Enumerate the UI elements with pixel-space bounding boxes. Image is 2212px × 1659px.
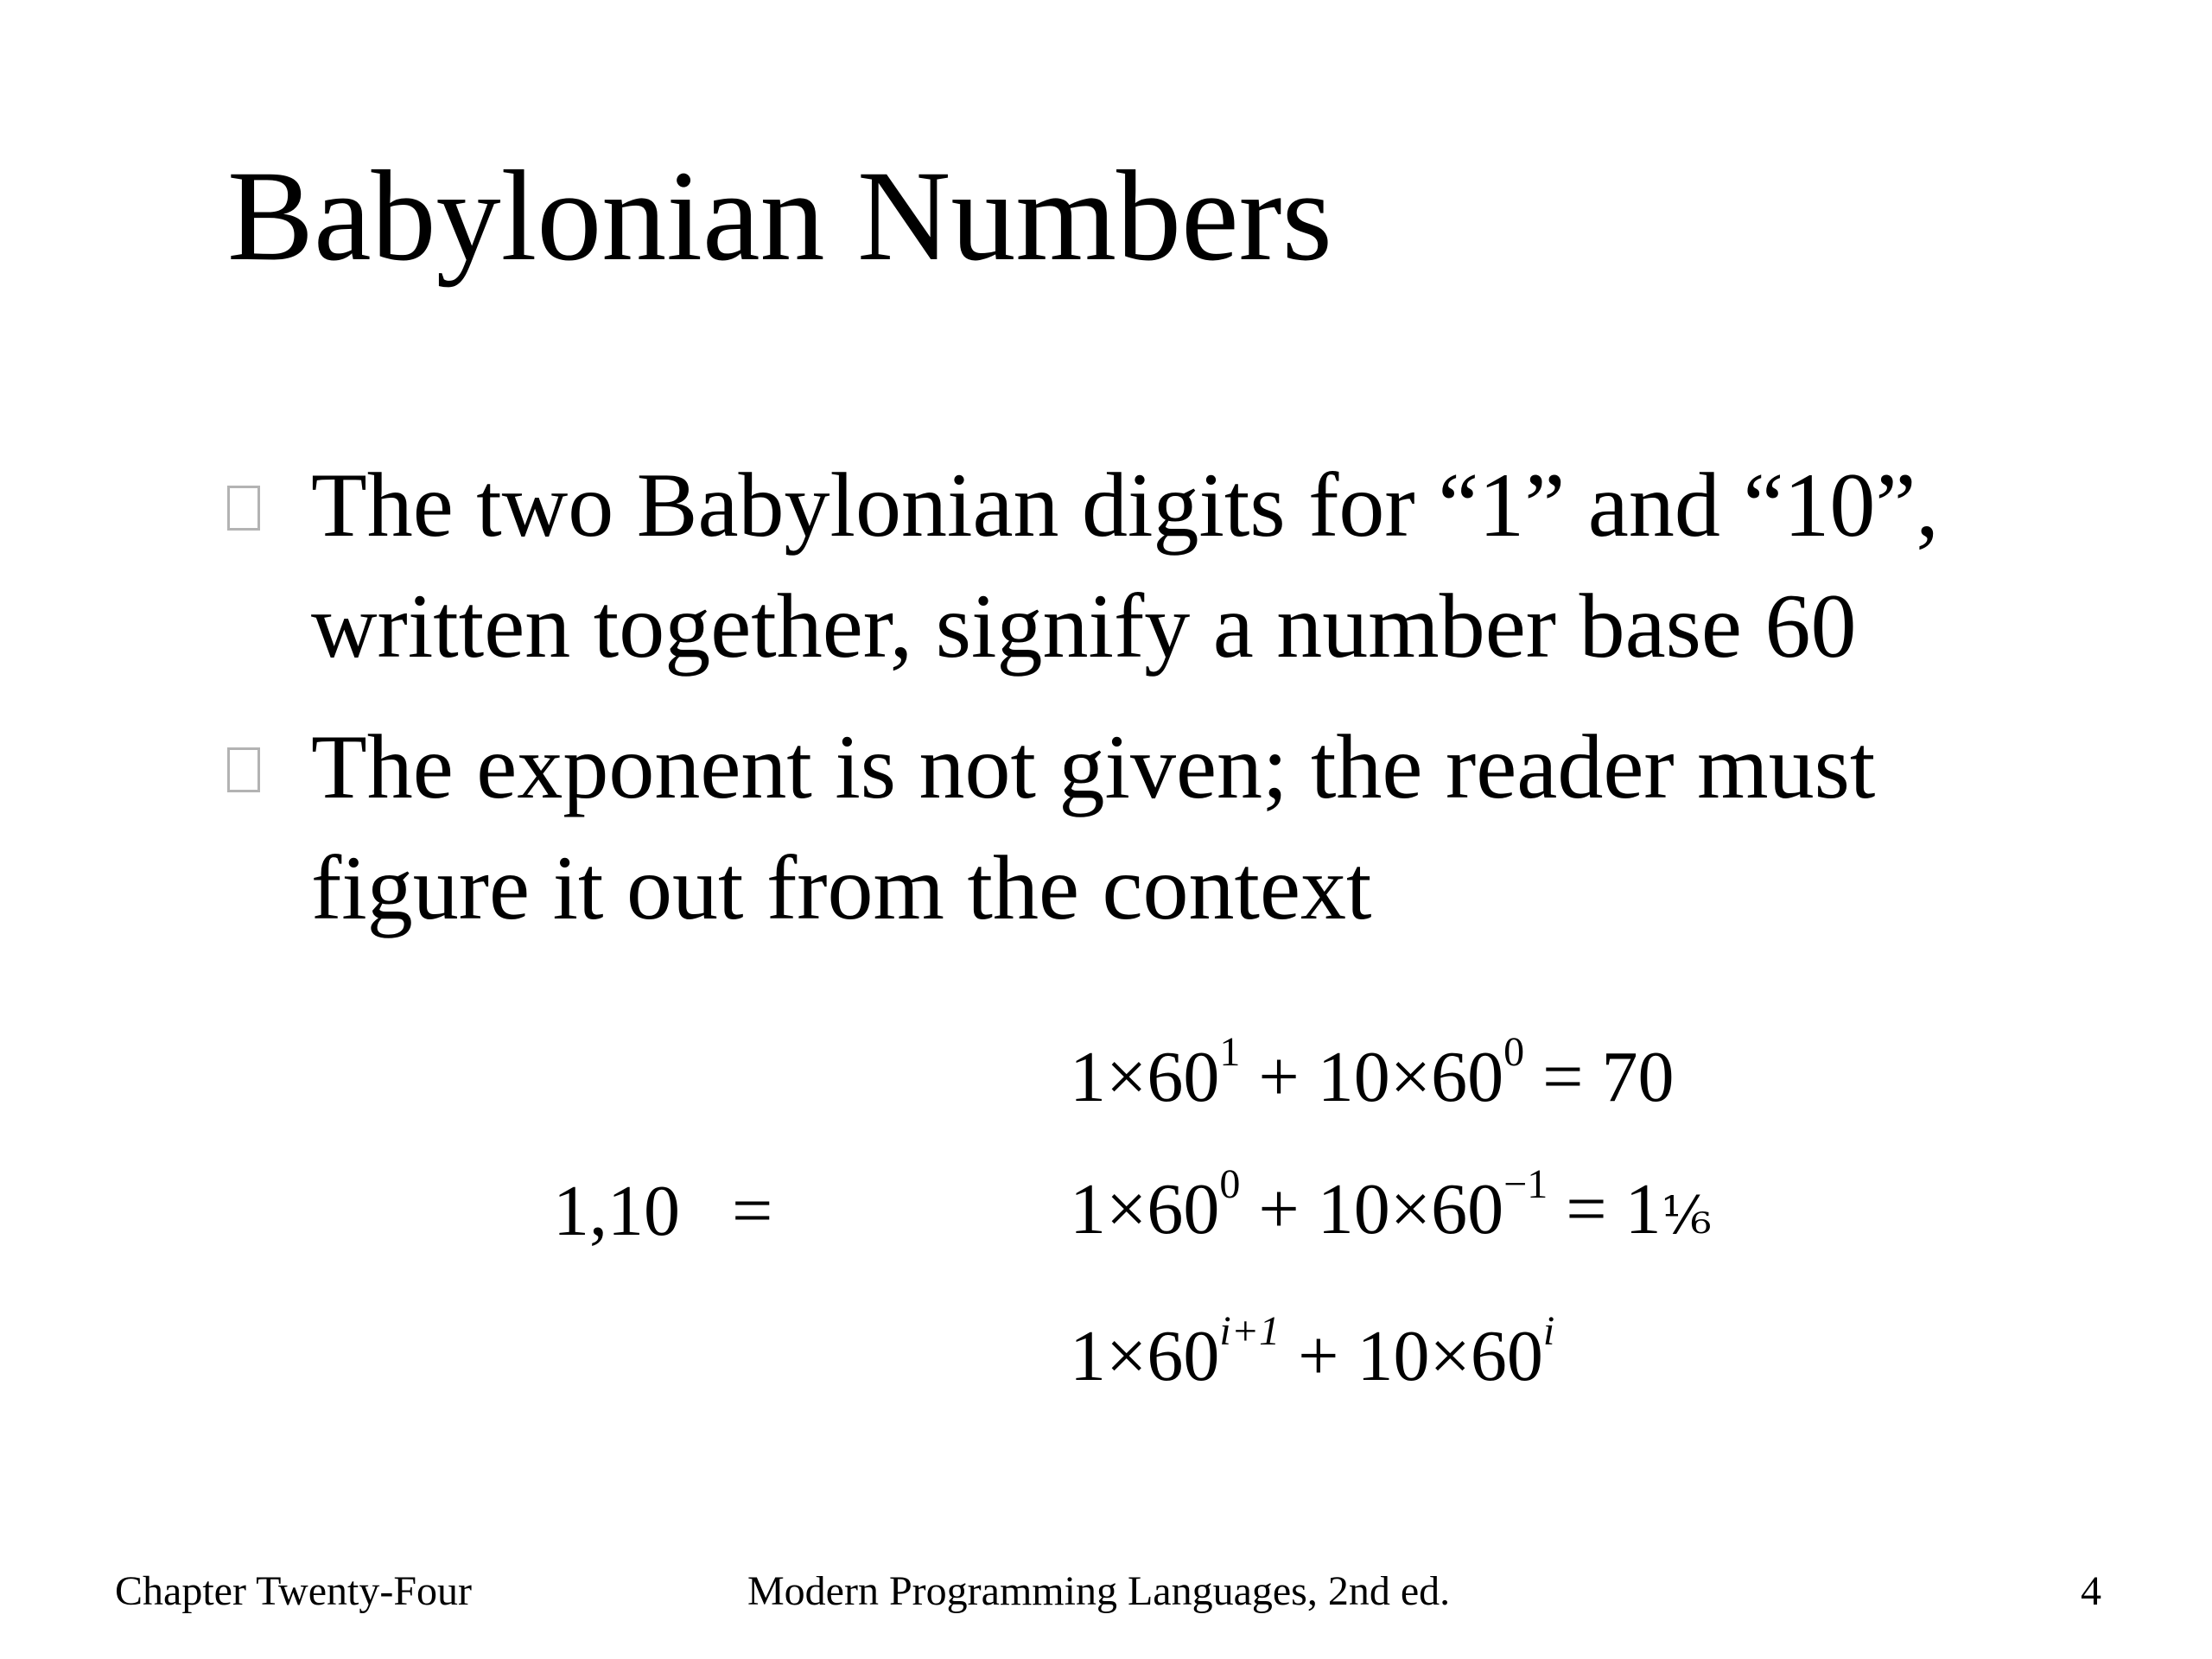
bullet-item bbox=[311, 707, 2108, 949]
term: 1×60 bbox=[1070, 1169, 1220, 1249]
footer-page-number: 4 bbox=[2081, 1568, 2101, 1614]
term: + 10×60 bbox=[1240, 1037, 1504, 1117]
exponent: i bbox=[1542, 1308, 1555, 1354]
equals-sign: = bbox=[732, 1171, 773, 1251]
lhs-value: 1,10 bbox=[553, 1171, 680, 1251]
equation-row-2 bbox=[1070, 1161, 1712, 1249]
footer-chapter: Chapter Twenty-Four bbox=[115, 1568, 473, 1614]
term: + 10×60 bbox=[1280, 1316, 1543, 1396]
exponent: 0 bbox=[1219, 1161, 1241, 1207]
bullet-line: figure it out from the context bbox=[311, 837, 1372, 938]
fraction: ⅙ bbox=[1661, 1187, 1712, 1244]
bullet-line: The two Babylonian digits for “1” and “10”, bbox=[311, 454, 1939, 556]
equation-row-3 bbox=[1070, 1308, 1555, 1396]
bullet-line: The exponent is not given; the reader must bbox=[311, 716, 1876, 817]
bullet-box-icon bbox=[227, 486, 260, 531]
term: + 10×60 bbox=[1240, 1169, 1504, 1249]
bullet-line: written together, signify a number base 60 bbox=[311, 575, 1857, 677]
bullet-box-icon bbox=[227, 747, 260, 792]
bullet-item bbox=[311, 445, 2108, 687]
equation-row-1 bbox=[1070, 1029, 1675, 1117]
term: 1×60 bbox=[1070, 1316, 1220, 1396]
exponent: i+1 bbox=[1219, 1308, 1281, 1354]
exponent: 1 bbox=[1219, 1029, 1241, 1075]
exponent: 0 bbox=[1503, 1029, 1525, 1075]
term: 1×60 bbox=[1070, 1037, 1220, 1117]
exponent: −1 bbox=[1503, 1161, 1548, 1207]
result: = 1 bbox=[1548, 1169, 1662, 1249]
equation-lhs bbox=[553, 1171, 773, 1251]
result: = 70 bbox=[1524, 1037, 1675, 1117]
footer-book-title: Modern Programming Languages, 2nd ed. bbox=[747, 1568, 1451, 1614]
slide-title: Babylonian Numbers bbox=[227, 144, 1332, 288]
